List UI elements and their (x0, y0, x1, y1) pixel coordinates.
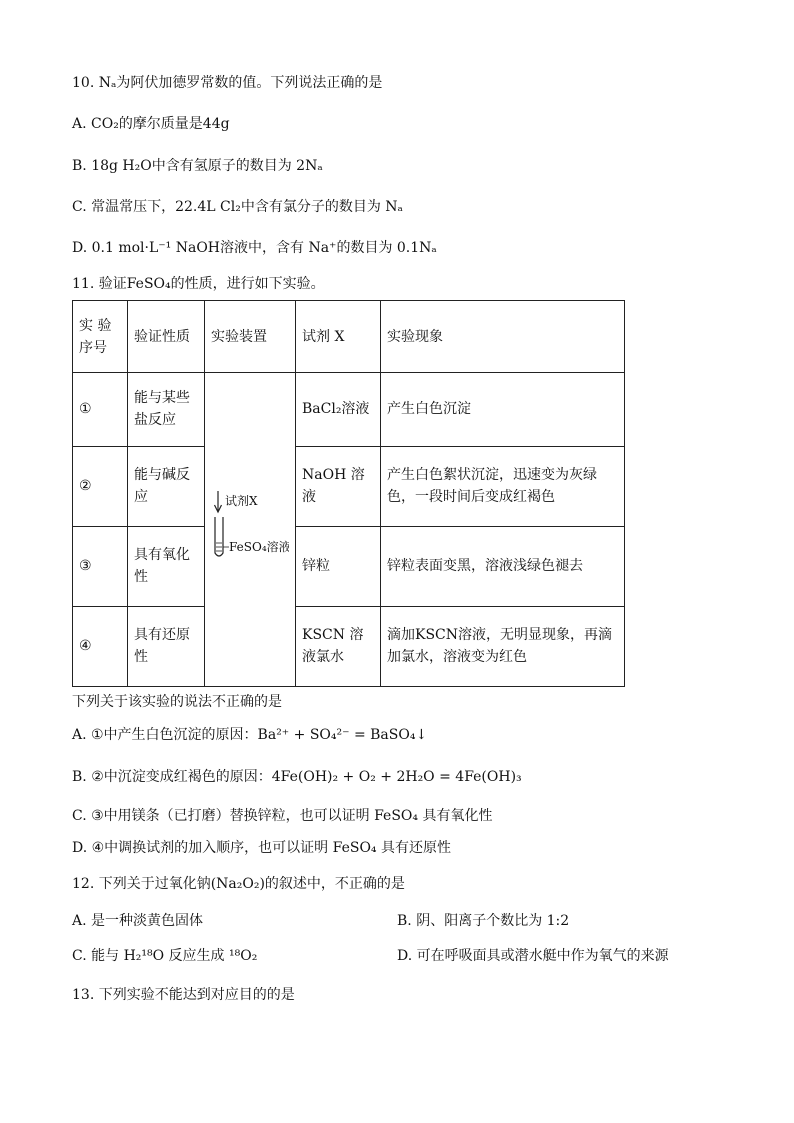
row-2-phenomenon: 产生白色絮状沉淀，迅速变为灰绿色，一段时间后变成红褐色 (381, 446, 625, 526)
header-exp-no: 实 验序号 (73, 301, 128, 373)
header-property: 验证性质 (128, 301, 205, 373)
row-4-property: 具有还原性 (128, 606, 205, 686)
row-3-phenomenon: 锌粒表面变黑，溶液浅绿色褪去 (381, 526, 625, 606)
row-3-no: ③ (73, 526, 128, 606)
question-13-stem: 13. 下列实验不能达到对应目的的是 (72, 987, 295, 1003)
table-row (73, 446, 625, 526)
question-12-stem: 12. 下列关于过氧化钠(Na₂O₂)的叙述中，不正确的是 (72, 876, 405, 892)
row-2-reagent: NaOH 溶液 (296, 446, 381, 526)
question-12-option-d: D. 可在呼吸面具或潜水艇中作为氧气的来源 (397, 948, 669, 964)
experiment-table (72, 300, 625, 687)
question-10-option-a: A. CO₂的摩尔质量是44g (72, 116, 230, 132)
question-10-option-d: D. 0.1 mol·L⁻¹ NaOH溶液中，含有 Na⁺的数目为 0.1Nₐ (72, 240, 437, 256)
table-row (73, 606, 625, 686)
row-3-reagent: 锌粒 (296, 526, 381, 606)
test-tube-icon (215, 517, 223, 556)
question-11-option-a: A. ①中产生白色沉淀的原因：Ba²⁺ + SO₄²⁻ = BaSO₄↓ (72, 727, 428, 743)
feso4-solution-label: FeSO₄溶液 (229, 540, 289, 554)
row-3-property: 具有氧化性 (128, 526, 205, 606)
question-12-option-c: C. 能与 H₂¹⁸O 反应生成 ¹⁸O₂ (72, 948, 258, 964)
header-reagent: 试剂 X (296, 301, 381, 373)
question-11-stem: 11. 验证FeSO₄的性质，进行如下实验。 (72, 276, 325, 292)
table-row (73, 526, 625, 606)
question-12-option-a: A. 是一种淡黄色固体 (72, 913, 204, 929)
table-header-row (73, 301, 625, 373)
row-1-reagent: BaCl₂溶液 (296, 373, 381, 447)
row-1-property: 能与某些盐反应 (128, 373, 205, 447)
row-1-no: ① (73, 373, 128, 447)
reagent-x-label: 试剂X (225, 494, 258, 508)
row-2-no: ② (73, 446, 128, 526)
row-1-phenomenon: 产生白色沉淀 (381, 373, 625, 447)
header-apparatus: 实验装置 (205, 301, 296, 373)
row-2-property: 能与碱反应 (128, 446, 205, 526)
question-11-option-b: B. ②中沉淀变成红褐色的原因：4Fe(OH)₂ + O₂ + 2H₂O = 4Fe(OH)₃ (72, 769, 522, 785)
table-row (73, 373, 625, 447)
apparatus-cell (205, 373, 296, 687)
question-10-option-c: C. 常温常压下，22.4L Cl₂中含有氯分子的数目为 Nₐ (72, 199, 403, 215)
question-11-option-c: C. ③中用镁条（已打磨）替换锌粒，也可以证明 FeSO₄ 具有氧化性 (72, 808, 493, 824)
test-tube-diagram (211, 373, 289, 679)
question-11-sub-stem: 下列关于该实验的说法不正确的是 (72, 694, 282, 710)
row-4-reagent: KSCN 溶液氯水 (296, 606, 381, 686)
question-10-stem: 10. Nₐ为阿伏加德罗常数的值。下列说法正确的是 (72, 75, 383, 91)
question-10-option-b: B. 18g H₂O中含有氢原子的数目为 2Nₐ (72, 158, 323, 174)
question-11-option-d: D. ④中调换试剂的加入顺序，也可以证明 FeSO₄ 具有还原性 (72, 840, 451, 856)
row-4-no: ④ (73, 606, 128, 686)
row-4-phenomenon: 滴加KSCN溶液，无明显现象，再滴加氯水，溶液变为红色 (381, 606, 625, 686)
header-phenomenon: 实验现象 (381, 301, 625, 373)
question-12-option-b: B. 阴、阳离子个数比为 1:2 (397, 913, 570, 929)
